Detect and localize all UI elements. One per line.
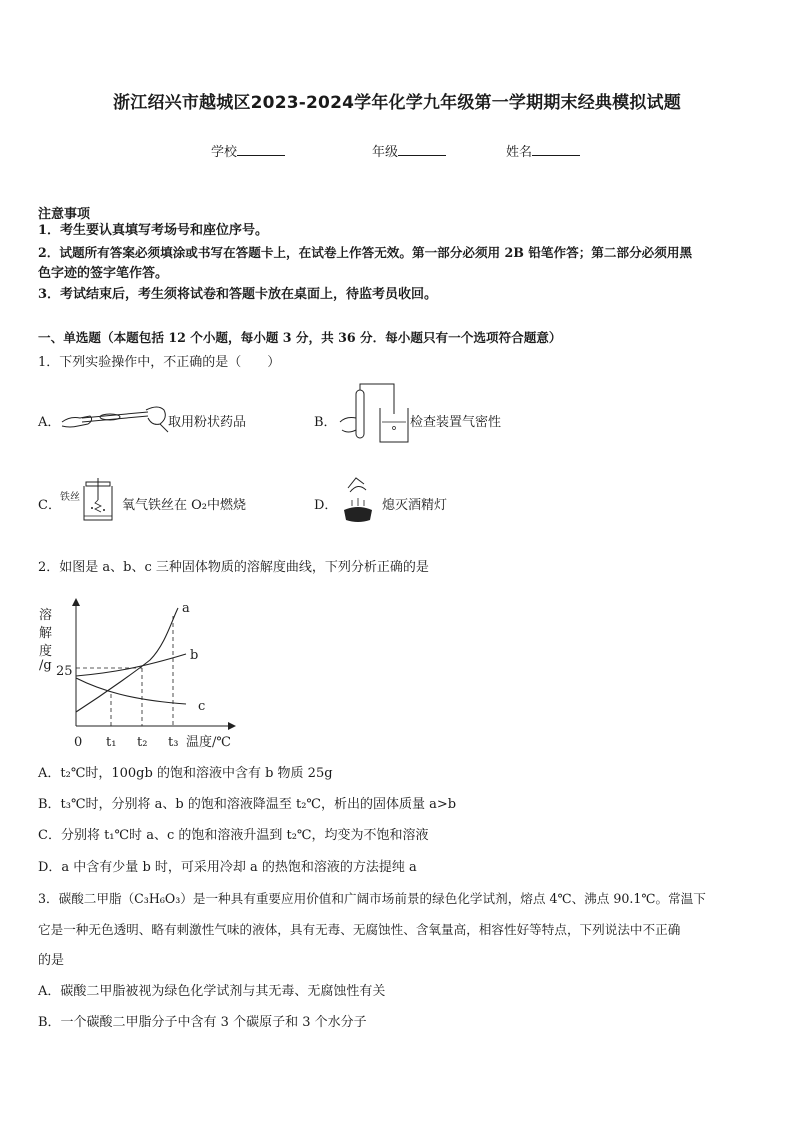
y-tick-label: 25 bbox=[56, 664, 73, 679]
q2-option-c[interactable]: C．分别将 t₁℃时 a、c 的饱和溶液升温到 t₂℃，均变为不饱和溶液 bbox=[38, 828, 429, 843]
notice-heading: 注意事项 bbox=[38, 207, 91, 222]
question-1-stem: 1．下列实验操作中，不正确的是（ ） bbox=[38, 355, 281, 370]
series-line bbox=[76, 654, 186, 676]
notice-item: 2．试题所有答案必须填涂或书写在答题卡上，在试卷上作答无效。第一部分必须用 2B 铅笔作答；第二部分必须用黑 bbox=[38, 245, 693, 260]
y-axis-arrow bbox=[72, 598, 80, 606]
question-2-stem: 2．如图是 a、b、c 三种固体物质的溶解度曲线，下列分析正确的是 bbox=[38, 560, 429, 575]
question-3-stem: 它是一种无色透明、略有刺激性气味的液体，具有无毒、无腐蚀性、含氧量高，相容性好等特点，下列说法中不正确 bbox=[38, 922, 681, 937]
q1-option-d-letter[interactable]: D． bbox=[314, 498, 338, 513]
y-label-char: 解 bbox=[39, 626, 53, 641]
series-line bbox=[76, 678, 186, 704]
q1-option-b-letter[interactable]: B． bbox=[314, 415, 337, 430]
series-label: b bbox=[190, 648, 199, 663]
x-tick-label: t₃ bbox=[168, 735, 179, 750]
y-label-char: /g bbox=[39, 658, 52, 673]
notice-item: 色字迹的签字笔作答。 bbox=[38, 266, 169, 281]
section-heading: 一、单选题（本题包括 12 个小题，每小题 3 分，共 36 分．每小题只有一个选项符合题意） bbox=[38, 330, 562, 345]
question-3-stem: 的是 bbox=[38, 953, 65, 968]
q1-option-c-letter[interactable]: C． bbox=[38, 498, 61, 513]
y-label-char: 度 bbox=[39, 644, 53, 659]
q2-option-b[interactable]: B．t₃℃时，分别将 a、b 的饱和溶液降温至 t₂℃，析出的固体质量 a>b bbox=[38, 797, 457, 812]
q2-option-d[interactable]: D．a 中含有少量 b 时，可采用冷却 a 的热饱和溶液的方法提纯 a bbox=[38, 860, 417, 875]
q1-option-c-text: 氧气铁丝在 O₂中燃烧 bbox=[122, 498, 247, 513]
x-axis-arrow bbox=[228, 722, 236, 730]
series-label: a bbox=[182, 601, 190, 616]
x-tick-label: t₁ bbox=[106, 735, 117, 750]
q1-option-a-text: 取用粉状药品 bbox=[168, 415, 247, 430]
x-tick-label: 0 bbox=[74, 735, 83, 750]
x-axis-label: 温度/℃ bbox=[186, 735, 231, 750]
page-title: 浙江绍兴市越城区2023-2024学年化学九年级第一学期期末经典模拟试题 bbox=[113, 93, 681, 113]
q1-option-d-text: 熄灭酒精灯 bbox=[382, 498, 448, 513]
notice-item: 3．考试结束后，考生须将试卷和答题卡放在桌面上，待监考员收回。 bbox=[38, 287, 438, 302]
notice-item: 1．考生要认真填写考场号和座位序号。 bbox=[38, 223, 269, 238]
iron-wire-label: 铁丝 bbox=[60, 492, 80, 503]
x-tick-label: t₂ bbox=[137, 735, 148, 750]
q1-option-a-letter[interactable]: A． bbox=[38, 415, 61, 430]
q3-option-a[interactable]: A．碳酸二甲脂被视为绿色化学试剂与其无毒、无腐蚀性有关 bbox=[38, 984, 386, 999]
q2-option-a[interactable]: A．t₂℃时，100gb 的饱和溶液中含有 b 物质 25g bbox=[38, 766, 333, 781]
name-label: 姓名 bbox=[506, 145, 533, 160]
school-label: 学校 bbox=[211, 145, 238, 160]
series-label: c bbox=[198, 699, 206, 714]
question-3-stem: 3．碳酸二甲脂（C₃H₆O₃）是一种具有重要应用价值和广阔市场前景的绿色化学试剂，熔点 4℃、沸点 90.1℃。常温下 bbox=[38, 891, 706, 906]
q1-option-b-text: 检查装置气密性 bbox=[410, 415, 502, 430]
y-label-char: 溶 bbox=[39, 608, 53, 623]
q3-option-b[interactable]: B．一个碳酸二甲脂分子中含有 3 个碳原子和 3 个水分子 bbox=[38, 1015, 367, 1030]
grade-label: 年级 bbox=[372, 145, 399, 160]
